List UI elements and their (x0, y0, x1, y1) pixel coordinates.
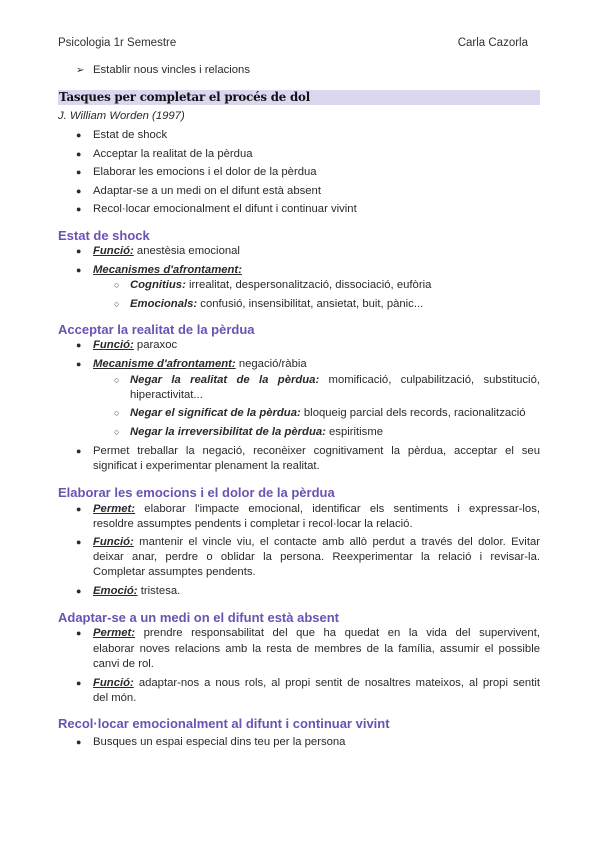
author-reference: J. William Worden (1997) (58, 110, 185, 122)
s2-mecanisme: Mecanisme d'afrontament: negació/ràbia (93, 358, 307, 370)
s1-mecanismes: Mecanismes d'afrontament: (93, 264, 242, 276)
s4-permet-line3: canvi de rol. (93, 658, 154, 670)
s3-funcio-line2: deixar anar, perdre o oblidar la persona. Reexperimentar la relació i revisar-la. (93, 551, 540, 563)
task-item: Estat de shock (93, 129, 168, 141)
s2-negar-significat: Negar el significat de la pèrdua: bloqueig parcial dels records, racionalització (130, 407, 526, 419)
s2-permet-line1: Permet treballar la negació, reconèixer cognitivament la pèrdua, acceptar el seu (93, 445, 540, 457)
s3-funcio-line3: Completar assumptes pendents. (93, 566, 256, 578)
section-heading-estat-de-shock: Estat de shock (58, 228, 150, 243)
highlighted-title: Tasques per completar el procés de dol (59, 90, 310, 104)
intro-item: Establir nous vincles i relacions (93, 64, 250, 76)
bullet-icon: ● (76, 265, 82, 275)
bullet-icon: ● (76, 186, 82, 196)
bullet-icon: ● (76, 149, 82, 159)
s4-permet-line2: elaborar noves relacions amb la resta de membres de la família, assumir el possible (93, 643, 540, 655)
s2-negar-realitat-cont: hiperactivitat... (130, 389, 203, 401)
circle-bullet-icon: ○ (114, 299, 120, 309)
circle-bullet-icon: ○ (114, 375, 120, 385)
s2-funcio: Funció: paraxoc (93, 339, 178, 351)
header-author: Carla Cazorla (457, 37, 528, 49)
section-heading-recollocar: Recol·locar emocionalment al difunt i continuar vivint (58, 716, 390, 731)
task-item: Recol·locar emocionalment el difunt i continuar vivint (93, 203, 357, 215)
bullet-icon: ● (76, 586, 82, 596)
section-heading-acceptar: Acceptar la realitat de la pèrdua (58, 322, 255, 337)
circle-bullet-icon: ○ (114, 408, 120, 418)
s2-negar-realitat: Negar la realitat de la pèrdua: momificació, culpabilització, substitució, (130, 374, 540, 386)
s2-permet-line2: significat i experimentar plenament la realitat. (93, 460, 320, 472)
s4-funcio-line2: del món. (93, 692, 137, 704)
s3-permet-line2: resoldre assumptes pendents i completar i recol·locar la relació. (93, 518, 413, 530)
bullet-icon: ● (76, 737, 82, 747)
bullet-icon: ● (76, 446, 82, 456)
s4-funcio-line1: Funció: adaptar-nos a nous rols, al propi sentit de nosaltres mateixos, al propi sentit (93, 677, 540, 689)
bullet-icon: ● (76, 130, 82, 140)
task-item: Elaborar les emocions i el dolor de la pèrdua (93, 166, 317, 178)
s3-emocio: Emoció: tristesa. (93, 585, 181, 597)
bullet-icon: ● (76, 504, 82, 514)
bullet-icon: ● (76, 537, 82, 547)
arrow-bullet-icon: ➢ (76, 65, 85, 76)
bullet-icon: ● (76, 246, 82, 256)
task-item: Adaptar-se a un medi on el difunt està absent (93, 185, 321, 197)
bullet-icon: ● (76, 359, 82, 369)
bullet-icon: ● (76, 340, 82, 350)
highlighted-title-bar (58, 90, 540, 105)
bullet-icon: ● (76, 167, 82, 177)
s2-negar-irreversibilitat: Negar la irreversibilitat de la pèrdua: espiritisme (130, 426, 384, 438)
s3-funcio-line1: Funció: mantenir el vincle viu, el contacte amb allò perdut a través del dolor. Evitar (93, 536, 540, 548)
bullet-icon: ● (76, 204, 82, 214)
circle-bullet-icon: ○ (114, 427, 120, 437)
circle-bullet-icon: ○ (114, 280, 120, 290)
task-item: Acceptar la realitat de la pèrdua (93, 148, 253, 160)
s1-emocionals: Emocionals: confusió, insensibilitat, ansietat, buit, pànic... (130, 298, 424, 310)
section-heading-adaptar: Adaptar-se a un medi on el difunt està absent (58, 610, 339, 625)
header-course: Psicologia 1r Semestre (58, 37, 177, 49)
bullet-icon: ● (76, 678, 82, 688)
s4-permet-line1: Permet: prendre responsabilitat del que ha quedat en la vida del supervivent, (93, 627, 540, 639)
s1-cognitius: Cognitius: irrealitat, despersonalització, dissociació, eufòria (130, 279, 432, 291)
bullet-icon: ● (76, 628, 82, 638)
s5-item: Busques un espai especial dins teu per la persona (93, 736, 346, 748)
section-heading-elaborar: Elaborar les emocions i el dolor de la pèrdua (58, 485, 335, 500)
s1-funcio: Funció: anestèsia emocional (93, 245, 240, 257)
s3-permet-line1: Permet: elaborar l'impacte emocional, identificar els sentiments i expressar-los, (93, 503, 540, 515)
